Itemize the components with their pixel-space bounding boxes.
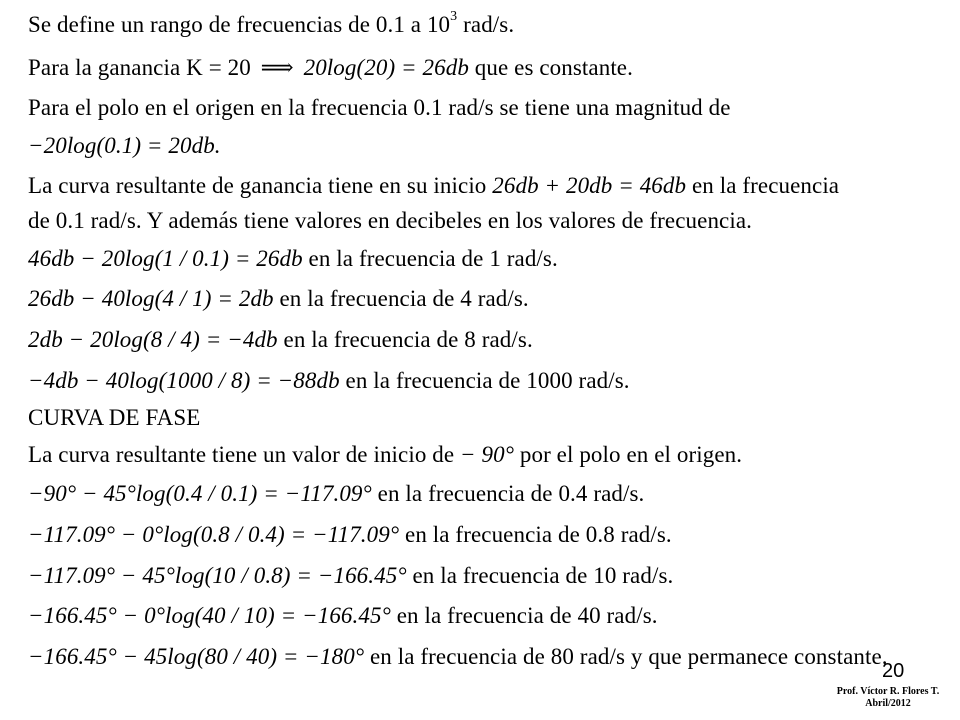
pole-equation: −20log(0.1) = 20db. [28, 133, 221, 158]
text-line-12 [28, 442, 742, 468]
text-line-4 [28, 133, 221, 159]
text-line-14 [28, 522, 672, 548]
range-unit: rad/s. [457, 12, 515, 37]
implies-arrow-icon: ⟹ [260, 55, 294, 80]
credits [828, 686, 948, 710]
text-line-2 [28, 55, 633, 81]
text-line-8 [28, 286, 529, 312]
gain-eq-4: −4db − 40log(1000 / 8) = −88db [28, 368, 340, 393]
gain-eq-1: 46db − 20log(1 / 0.1) = 26db [28, 246, 303, 271]
phase-start-text: La curva resultante tiene un valor de inicio de [28, 442, 461, 467]
gain-freq-2: en la frecuencia de 4 rad/s. [273, 286, 529, 311]
gain-eq-3: 2db − 20log(8 / 4) = −4db [28, 327, 278, 352]
phase-freq-5: en la frecuencia de 80 rad/s y que permanece constante. [364, 644, 888, 669]
text-line-16 [28, 603, 658, 629]
text-line-13 [28, 481, 644, 507]
text-line-7 [28, 246, 558, 272]
decibel-values-text: de 0.1 rad/s. Y además tiene valores en decibeles en los valores de frecuencia. [28, 208, 752, 233]
text-line-10 [28, 368, 630, 394]
page-number: 20 [882, 660, 905, 682]
gain-freq-1: en la frecuencia de 1 rad/s. [302, 246, 558, 271]
phase-eq-3: −117.09° − 45°log(10 / 0.8) = −166.45° [28, 563, 407, 588]
text-line-6 [28, 208, 752, 234]
curve-start-text: La curva resultante de ganancia tiene en su inicio [28, 173, 493, 198]
text-line-3 [28, 95, 731, 121]
phase-freq-3: en la frecuencia de 10 rad/s. [406, 563, 674, 588]
phase-start-suffix: por el polo en el origen. [514, 442, 743, 467]
gain-equation: 20log(20) = 26db [297, 55, 469, 80]
gain-freq-4: en la frecuencia de 1000 rad/s. [339, 368, 630, 393]
date-label: Abril/2012 [865, 698, 911, 709]
text-line-5 [28, 173, 839, 199]
author-name: Prof. Víctor R. Flores T. [836, 686, 940, 697]
phase-heading: CURVA DE FASE [28, 405, 201, 430]
phase-eq-4: −166.45° − 0°log(40 / 10) = −166.45° [28, 603, 391, 628]
text-line-9 [28, 327, 533, 353]
section-heading-phase [28, 405, 200, 431]
curve-start-equation: 26db + 20db = 46db [492, 173, 687, 198]
phase-eq-2: −117.09° − 0°log(0.8 / 0.4) = −117.09° [28, 522, 400, 547]
phase-eq-1: −90° − 45°log(0.4 / 0.1) = −117.09° [28, 481, 372, 506]
curve-start-suffix: en la frecuencia [686, 173, 840, 198]
text-line-17 [28, 644, 888, 670]
phase-freq-4: en la frecuencia de 40 rad/s. [390, 603, 658, 628]
gain-note: que es constante. [468, 55, 633, 80]
text-line-1 [28, 9, 515, 38]
phase-eq-5: −166.45° − 45log(80 / 40) = −180° [28, 644, 365, 669]
range-text: Se define un rango de frecuencias de 0.1 a 10 [28, 12, 451, 37]
text-line-15 [28, 563, 673, 589]
gain-freq-3: en la frecuencia de 8 rad/s. [277, 327, 533, 352]
phase-freq-2: en la frecuencia de 0.8 rad/s. [399, 522, 672, 547]
phase-freq-1: en la frecuencia de 0.4 rad/s. [371, 481, 645, 506]
gain-text: Para la ganancia K = 20 [28, 55, 257, 80]
gain-eq-2: 26db − 40log(4 / 1) = 2db [28, 286, 274, 311]
pole-text: Para el polo en el origen en la frecuencia 0.1 rad/s se tiene una magnitud de [28, 95, 731, 120]
phase-start-value: − 90° [460, 442, 515, 467]
exponent: 3 [450, 9, 458, 24]
